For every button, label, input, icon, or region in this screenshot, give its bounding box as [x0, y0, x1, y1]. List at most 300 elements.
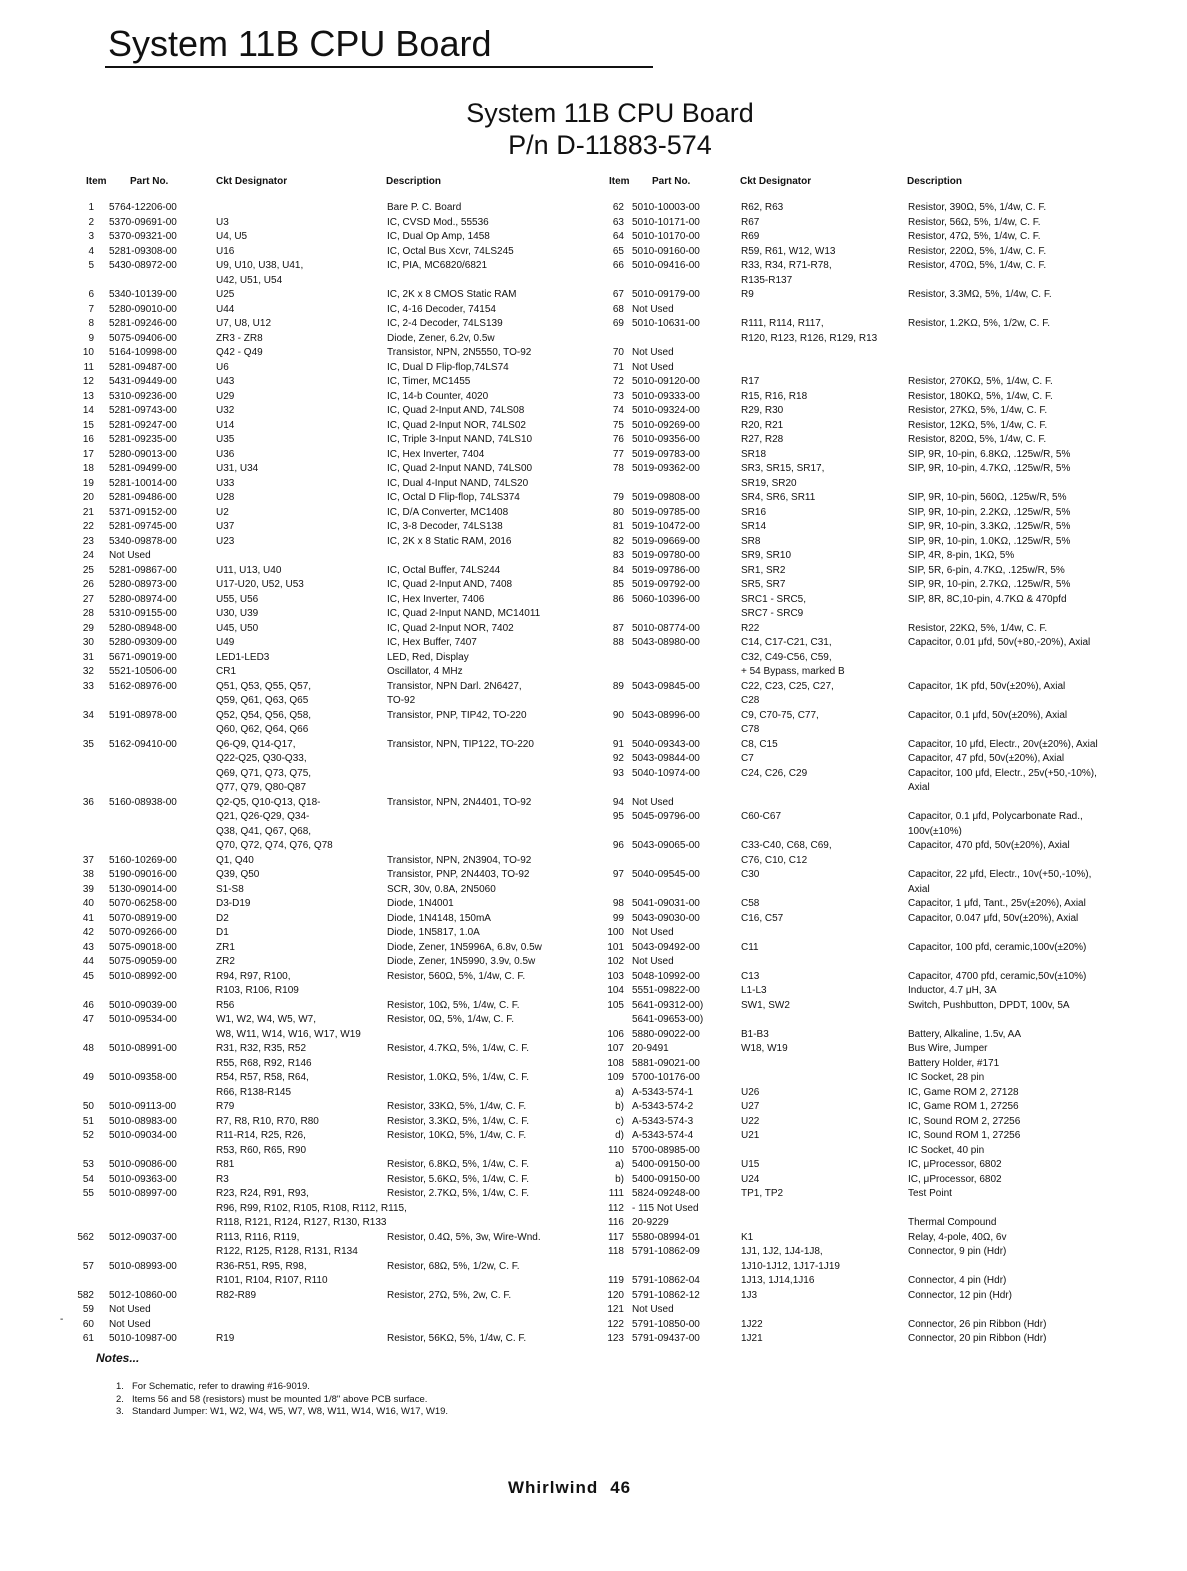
- notes-title: Notes...: [96, 1351, 140, 1365]
- desc-cell: IC, Sound ROM 1, 27256: [908, 1130, 1021, 1141]
- part-no-cell: Not Used: [109, 550, 151, 561]
- part-no-cell: 5070-08919-00: [109, 912, 177, 924]
- desc-cell: IC, Dual Op Amp, 1458: [387, 231, 490, 242]
- part-no-cell: 5040-09343-00: [632, 738, 700, 750]
- desc-cell: Diode, 1N4148, 150mA: [387, 912, 491, 924]
- desc-cell: Resistor, 220Ω, 5%, 1/4w, C. F.: [908, 245, 1047, 257]
- item-cell: 10: [82, 347, 94, 358]
- desc-cell: IC, μProcessor, 6802: [908, 1159, 1002, 1170]
- desc-cell: SIP, 4R, 8-pin, 1KΩ, 5%: [908, 550, 1015, 561]
- ckt-cell: R120, R123, R126, R129, R13: [741, 332, 878, 344]
- ckt-cell: U6: [216, 361, 229, 373]
- item-cell: 91: [612, 738, 624, 750]
- desc-cell: 100v(±10%): [908, 825, 962, 837]
- table-row: [0, 1173, 1187, 1188]
- item-cell: 108: [607, 1057, 624, 1069]
- ckt-cell: U24: [741, 1173, 760, 1185]
- ckt-cell: S1-S8: [216, 883, 244, 895]
- item-cell: d): [615, 1130, 624, 1141]
- item-cell: 23: [82, 535, 94, 547]
- item-cell: 19: [82, 477, 94, 489]
- notes-list: [116, 1381, 448, 1419]
- ckt-cell: ZR1: [216, 941, 235, 953]
- part-no-cell: 5430-08972-00: [109, 260, 177, 271]
- ckt-cell: U4, U5: [216, 231, 248, 242]
- part-no-cell: 5010-09120-00: [632, 376, 700, 387]
- item-cell: c): [615, 1115, 624, 1127]
- part-no-cell: 5280-09309-00: [109, 637, 177, 648]
- part-no-cell: 5340-10139-00: [109, 289, 177, 300]
- ckt-cell: R94, R97, R100,: [216, 970, 291, 982]
- ckt-cell: D3-D19: [216, 898, 251, 909]
- part-no-cell: 5010-08997-00: [109, 1188, 177, 1199]
- ckt-cell: C32, C49-C56, C59,: [741, 651, 832, 663]
- ckt-cell: U21: [741, 1130, 760, 1141]
- part-no-cell: 5010-09534-00: [109, 1014, 177, 1025]
- item-cell: 52: [82, 1130, 94, 1141]
- desc-cell: TO-92: [387, 695, 416, 706]
- table-row: [0, 825, 1187, 840]
- desc-cell: Connector, 26 pin Ribbon (Hdr): [908, 1318, 1047, 1330]
- header-underline: [105, 66, 653, 68]
- ckt-cell: C76, C10, C12: [741, 854, 808, 866]
- col-header-desc-right: Description: [907, 176, 963, 187]
- desc-cell: Connector, 12 pin (Hdr): [908, 1289, 1012, 1301]
- item-cell: 121: [607, 1304, 624, 1315]
- part-no-cell: 5370-09691-00: [109, 216, 177, 228]
- ckt-cell: U32: [216, 405, 235, 416]
- table-row: [0, 1013, 1187, 1028]
- desc-cell: Resistor, 3.3MΩ, 5%, 1/4w, C. F.: [908, 289, 1052, 300]
- desc-cell: SCR, 30v, 0.8A, 2N5060: [387, 883, 496, 895]
- item-cell: 34: [82, 709, 94, 721]
- part-no-cell: 5040-09545-00: [632, 869, 700, 880]
- part-no-cell: 5791-10862-12: [632, 1289, 700, 1301]
- table-row: [0, 810, 1187, 825]
- ckt-cell: U45, U50: [216, 622, 259, 634]
- ckt-cell: SR18: [741, 448, 767, 460]
- desc-cell: Resistor, 2.7KΩ, 5%, 1/4w, C. F.: [387, 1188, 529, 1199]
- desc-cell: Resistor, 390Ω, 5%, 1/4w, C. F.: [908, 202, 1047, 213]
- item-cell: 123: [607, 1333, 624, 1344]
- desc-cell: Resistor, 12KΩ, 5%, 1/4w, C. F.: [908, 419, 1048, 431]
- table-row: [0, 390, 1187, 405]
- item-cell: 112: [608, 1202, 624, 1214]
- part-no-cell: 5010-08774-00: [632, 622, 700, 634]
- ckt-cell: U43: [216, 376, 235, 387]
- parts-table-right: [0, 201, 1187, 1347]
- ckt-cell: Q51, Q53, Q55, Q57,: [216, 680, 312, 692]
- item-cell: 8: [88, 318, 94, 329]
- item-cell: 107: [607, 1043, 624, 1054]
- ckt-cell: W18, W19: [741, 1043, 788, 1054]
- ckt-cell: C24, C26, C29: [741, 767, 808, 779]
- ckt-cell: U27: [741, 1101, 760, 1112]
- table-row: [0, 607, 1187, 622]
- ckt-cell: U17-U20, U52, U53: [216, 579, 304, 590]
- item-cell: 14: [82, 405, 94, 416]
- table-row: [0, 274, 1187, 289]
- ckt-cell: Q69, Q71, Q73, Q75,: [216, 767, 312, 779]
- ckt-cell: SR16: [741, 506, 767, 518]
- table-row: [0, 520, 1187, 535]
- part-no-cell: 5019-09362-00: [632, 463, 700, 474]
- footer-name: Whirlwind: [508, 1478, 599, 1497]
- part-no-cell: 5019-09808-00: [632, 492, 700, 503]
- desc-cell: IC, 2-4 Decoder, 74LS139: [387, 318, 503, 329]
- desc-cell: Axial: [908, 782, 930, 793]
- desc-cell: SIP, 9R, 10-pin, 3.3KΩ, .125w/R, 5%: [908, 521, 1071, 532]
- desc-cell: IC, Quad 2-Input AND, 7408: [387, 579, 513, 590]
- part-no-cell: 5310-09155-00: [109, 608, 177, 619]
- ckt-cell: R135-R137: [741, 274, 793, 286]
- part-no-cell: 5043-08996-00: [632, 709, 700, 721]
- ckt-cell: SR19, SR20: [741, 477, 797, 489]
- ckt-cell: R62, R63: [741, 202, 784, 213]
- desc-cell: Relay, 4-pole, 40Ω, 6v: [908, 1231, 1007, 1243]
- ckt-cell: U35: [216, 434, 235, 445]
- part-no-cell: 5010-09179-00: [632, 289, 700, 300]
- item-cell: 26: [82, 579, 94, 590]
- item-cell: 119: [608, 1275, 624, 1286]
- ckt-cell: 1J13, 1J14,1J16: [741, 1275, 815, 1286]
- table-row: [0, 317, 1187, 332]
- ckt-cell: U11, U13, U40: [216, 564, 282, 576]
- ckt-cell: U22: [741, 1115, 760, 1127]
- table-row: [0, 636, 1187, 651]
- desc-cell: Resistor, 1.0KΩ, 5%, 1/4w, C. F.: [387, 1072, 529, 1083]
- item-cell: 68: [612, 303, 624, 315]
- item-cell: 109: [607, 1072, 624, 1083]
- item-cell: 17: [82, 448, 94, 460]
- item-cell: 4: [88, 245, 94, 257]
- item-cell: 63: [612, 216, 624, 228]
- table-row: [0, 549, 1187, 564]
- desc-cell: Capacitor, 470 pfd, 50v(±20%), Axial: [908, 840, 1070, 851]
- table-row: [0, 1115, 1187, 1130]
- ckt-cell: D1: [216, 927, 229, 938]
- part-no-cell: 5043-09492-00: [632, 941, 700, 953]
- desc-cell: Capacitor, 4700 pfd, ceramic,50v(±10%): [908, 970, 1087, 982]
- part-no-cell: 5280-08974-00: [109, 593, 177, 605]
- part-no-cell: 5191-08978-00: [109, 709, 177, 721]
- desc-cell: Transistor, NPN, 2N5550, TO-92: [387, 347, 532, 358]
- part-no-cell: 5010-09034-00: [109, 1130, 177, 1141]
- table-row: [0, 955, 1187, 970]
- ckt-cell: U44: [216, 303, 235, 315]
- item-cell: 38: [82, 869, 94, 880]
- note-item: 3. Standard Jumper: W1, W2, W4, W5, W7, W8, W11, W14, W16, W17, W19.: [116, 1406, 449, 1417]
- part-no-cell: 5700-08985-00: [632, 1144, 700, 1156]
- ckt-cell: U42, U51, U54: [216, 274, 283, 286]
- desc-cell: Resistor, 27KΩ, 5%, 1/4w, C. F.: [908, 405, 1048, 416]
- item-cell: 96: [612, 840, 624, 851]
- part-no-cell: Not Used: [632, 796, 674, 808]
- desc-cell: Battery, Alkaline, 1.5v, AA: [908, 1028, 1022, 1040]
- ckt-cell: C58: [741, 898, 760, 909]
- table-row: [0, 680, 1187, 695]
- table-row: [0, 1086, 1187, 1101]
- desc-cell: SIP, 9R, 10-pin, 1.0KΩ, .125w/R, 5%: [908, 535, 1071, 547]
- desc-cell: Capacitor, 47 pfd, 50v(±20%), Axial: [908, 753, 1065, 764]
- ckt-cell: U16: [216, 245, 235, 257]
- part-no-cell: 5281-09308-00: [109, 245, 177, 257]
- ckt-cell: 1J10-1J12, 1J17-1J19: [741, 1260, 840, 1272]
- part-no-cell: 5641-09653-00): [632, 1014, 704, 1025]
- part-no-cell: 5075-09406-00: [109, 332, 177, 344]
- desc-cell: Axial: [908, 883, 930, 895]
- item-cell: 105: [607, 999, 624, 1011]
- part-no-cell: 5162-09410-00: [109, 738, 177, 750]
- col-header-part-no: Part No.: [130, 176, 169, 187]
- table-row: [0, 752, 1187, 767]
- part-no-cell: 5791-10862-04: [632, 1275, 700, 1286]
- ckt-cell: Q52, Q54, Q56, Q58,: [216, 709, 312, 721]
- ckt-cell: C33-C40, C68, C69,: [741, 840, 832, 851]
- part-number-title: P/n D-11883-574: [508, 130, 712, 160]
- item-cell: 16: [82, 434, 94, 445]
- item-cell: 582: [77, 1289, 94, 1301]
- part-no-cell: 5075-09059-00: [109, 956, 177, 967]
- table-row: [0, 970, 1187, 985]
- ckt-cell: R20, R21: [741, 419, 784, 431]
- ckt-cell: R7, R8, R10, R70, R80: [216, 1115, 319, 1127]
- item-cell: 35: [82, 738, 94, 750]
- ckt-cell: U15: [741, 1159, 760, 1170]
- part-no-cell: Not Used: [632, 303, 674, 315]
- item-cell: 57: [82, 1260, 94, 1272]
- part-no-cell: 5070-06258-00: [109, 898, 177, 909]
- item-cell: 95: [612, 811, 624, 822]
- desc-cell: Connector, 4 pin (Hdr): [908, 1275, 1007, 1286]
- ckt-cell: Q38, Q41, Q67, Q68,: [216, 825, 312, 837]
- ckt-cell: Q39, Q50: [216, 869, 260, 880]
- ckt-cell: Q77, Q79, Q80-Q87: [216, 782, 307, 793]
- ckt-cell: R81: [216, 1159, 235, 1170]
- ckt-cell: SR4, SR6, SR11: [741, 492, 816, 503]
- desc-cell: Connector, 9 pin (Hdr): [908, 1246, 1007, 1257]
- part-no-cell: Not Used: [632, 927, 674, 938]
- desc-cell: IC, Sound ROM 2, 27256: [908, 1115, 1021, 1127]
- part-no-cell: 5281-10014-00: [109, 477, 177, 489]
- part-no-cell: 5040-10974-00: [632, 767, 700, 779]
- part-no-cell: 5580-08994-01: [632, 1231, 700, 1243]
- part-no-cell: 5881-09021-00: [632, 1057, 700, 1069]
- desc-cell: Thermal Compound: [908, 1217, 997, 1228]
- table-row: [0, 245, 1187, 260]
- item-cell: 72: [612, 376, 624, 387]
- table-row: [0, 738, 1187, 753]
- item-cell: 101: [607, 941, 624, 953]
- note-text: Items 56 and 58 (resistors) must be mounted 1/8" above PCB surface.: [132, 1393, 428, 1405]
- desc-cell: Diode, 1N5817, 1.0A: [387, 927, 480, 938]
- desc-cell: Transistor, PNP, 2N4403, TO-92: [387, 869, 530, 880]
- item-cell: 562: [77, 1231, 94, 1243]
- table-row: [0, 303, 1187, 318]
- part-no-cell: 5010-10987-00: [109, 1333, 177, 1344]
- part-no-cell: 5045-09796-00: [632, 811, 700, 822]
- item-cell: 30: [82, 637, 94, 648]
- desc-cell: Resistor, 10Ω, 5%, 1/4w, C. F.: [387, 999, 520, 1011]
- ckt-cell: K1: [741, 1231, 754, 1243]
- table-row: [0, 883, 1187, 898]
- table-row: [0, 593, 1187, 608]
- desc-cell: Transistor, PNP, TIP42, TO-220: [387, 709, 527, 721]
- item-cell: 33: [82, 680, 94, 692]
- ckt-cell: C16, C57: [741, 912, 784, 924]
- ckt-cell: R9: [741, 289, 754, 300]
- table-row: [0, 506, 1187, 521]
- ckt-cell: L1-L3: [741, 985, 767, 996]
- desc-cell: Resistor, 560Ω, 5%, 1/4w, C. F.: [387, 970, 526, 982]
- part-no-cell: 5190-09016-00: [109, 869, 177, 880]
- ckt-cell: Q22-Q25, Q30-Q33,: [216, 753, 307, 764]
- ckt-cell: B1-B3: [741, 1028, 769, 1040]
- ckt-cell: R27, R28: [741, 434, 784, 445]
- ckt-cell: Q1, Q40: [216, 854, 254, 866]
- note-text: Standard Jumper: W1, W2, W4, W5, W7, W8, W11, W14, W16, W17, W19.: [132, 1406, 449, 1417]
- table-row: [0, 419, 1187, 434]
- note-item: 1. For Schematic, refer to drawing #16-9019.: [116, 1381, 310, 1392]
- item-cell: 62: [612, 202, 624, 213]
- ckt-cell: R54, R57, R58, R64,: [216, 1072, 309, 1083]
- table-row: [0, 216, 1187, 231]
- table-row: [0, 1289, 1187, 1304]
- item-cell: 66: [612, 260, 624, 271]
- ckt-cell: Q2-Q5, Q10-Q13, Q18-: [216, 796, 321, 808]
- ckt-cell: R11-R14, R25, R26,: [216, 1130, 306, 1141]
- desc-cell: IC, μProcessor, 6802: [908, 1173, 1002, 1185]
- desc-cell: Inductor, 4.7 μH, 3A: [908, 985, 997, 996]
- item-cell: 75: [612, 419, 624, 431]
- table-row: [0, 578, 1187, 593]
- ckt-cell: LED1-LED3: [216, 651, 270, 663]
- desc-cell: IC, Game ROM 2, 27128: [908, 1086, 1019, 1098]
- part-no-cell: 5043-09844-00: [632, 753, 700, 764]
- part-no-cell: Not Used: [632, 956, 674, 967]
- desc-cell: IC, Timer, MC1455: [387, 376, 471, 387]
- desc-cell: Resistor, 0.4Ω, 5%, 3w, Wire-Wnd.: [387, 1231, 541, 1243]
- part-no-cell: Not Used: [109, 1304, 151, 1315]
- ckt-cell: C30: [741, 869, 760, 880]
- item-cell: 3: [88, 231, 94, 242]
- part-no-cell: Not Used: [632, 361, 674, 373]
- ckt-cell: U33: [216, 477, 235, 489]
- item-cell: 9: [88, 332, 94, 344]
- item-cell: 120: [607, 1289, 624, 1301]
- part-no-cell: 5280-08948-00: [109, 622, 177, 634]
- desc-cell: Capacitor, 1 μfd, Tant., 25v(±20%), Axial: [908, 898, 1086, 909]
- item-cell: 106: [607, 1028, 624, 1040]
- ckt-cell: U36: [216, 448, 235, 460]
- part-no-cell: 5310-09236-00: [109, 390, 177, 402]
- item-cell: 78: [612, 463, 624, 474]
- part-no-cell: 5281-09247-00: [109, 419, 177, 431]
- desc-cell: Resistor, 5.6KΩ, 5%, 1/4w, C. F.: [387, 1173, 529, 1185]
- desc-cell: Resistor, 27Ω, 5%, 2w, C. F.: [387, 1289, 512, 1301]
- table-row: [0, 1216, 1187, 1231]
- item-cell: 93: [612, 767, 624, 779]
- item-cell: 103: [607, 970, 624, 982]
- item-cell: 1: [88, 202, 94, 213]
- table-row: [0, 781, 1187, 796]
- part-no-cell: 5370-09321-00: [109, 231, 177, 242]
- ckt-cell: R31, R32, R35, R52: [216, 1043, 307, 1054]
- part-no-cell: 20-9491: [632, 1043, 669, 1054]
- table-row: [0, 477, 1187, 492]
- ckt-cell: U31, U34: [216, 463, 259, 474]
- part-no-cell: 5160-10269-00: [109, 854, 177, 866]
- item-cell: 51: [82, 1115, 94, 1127]
- note-item: 2. Items 56 and 58 (resistors) must be mounted 1/8" above PCB surface.: [116, 1393, 428, 1405]
- part-no-cell: 5019-10472-00: [632, 521, 700, 532]
- ckt-cell: C8, C15: [741, 738, 778, 750]
- desc-cell: IC, Quad 2-Input NAND, MC14011: [387, 608, 541, 619]
- ckt-cell: R118, R121, R124, R127, R130, R133: [216, 1217, 387, 1228]
- ckt-cell: R79: [216, 1101, 235, 1112]
- table-row: [0, 1129, 1187, 1144]
- desc-cell: IC, D/A Converter, MC1408: [387, 506, 509, 518]
- item-cell: 110: [608, 1144, 624, 1156]
- desc-cell: IC, Quad 2-Input AND, 74LS08: [387, 405, 525, 416]
- desc-cell: Test Point: [908, 1188, 952, 1199]
- ckt-cell: R56: [216, 999, 235, 1011]
- ckt-cell: R15, R16, R18: [741, 390, 808, 402]
- part-no-cell: 5521-10506-00: [109, 666, 177, 677]
- part-no-cell: 5280-08973-00: [109, 579, 177, 590]
- ckt-cell: D2: [216, 912, 229, 924]
- ckt-cell: + 54 Bypass, marked B: [741, 666, 845, 677]
- ckt-cell: R101, R104, R107, R110: [216, 1275, 328, 1286]
- ckt-cell: U30, U39: [216, 608, 259, 619]
- item-cell: 100: [607, 927, 624, 938]
- item-cell: 116: [608, 1217, 624, 1228]
- desc-cell: Diode, 1N4001: [387, 898, 454, 909]
- desc-cell: IC, Triple 3-Input NAND, 74LS10: [387, 434, 533, 445]
- item-cell: 97: [612, 869, 624, 880]
- ckt-cell: C11: [741, 941, 759, 953]
- ckt-cell: Q70, Q72, Q74, Q76, Q78: [216, 840, 333, 851]
- desc-cell: Diode, Zener, 6.2v, 0.5w: [387, 332, 495, 344]
- item-cell: 41: [82, 912, 94, 924]
- desc-cell: SIP, 9R, 10-pin, 4.7KΩ, .125w/R, 5%: [908, 463, 1071, 474]
- table-row: [0, 361, 1187, 376]
- item-cell: 79: [612, 492, 624, 503]
- ckt-cell: SR3, SR15, SR17,: [741, 463, 825, 474]
- table-row: [0, 1158, 1187, 1173]
- table-row: [0, 375, 1187, 390]
- item-cell: 117: [608, 1231, 624, 1243]
- desc-cell: Resistor, 1.2KΩ, 5%, 1/2w, C. F.: [908, 318, 1050, 329]
- item-cell: 29: [82, 622, 94, 634]
- part-no-cell: 5010-09356-00: [632, 434, 700, 445]
- item-cell: 46: [82, 999, 94, 1011]
- desc-cell: IC, Octal Bus Xcvr, 74LS245: [387, 245, 514, 257]
- desc-cell: Oscillator, 4 MHz: [387, 666, 463, 677]
- page-footer: [508, 1478, 631, 1498]
- part-no-cell: 5281-09235-00: [109, 434, 177, 445]
- part-no-cell: 5764-12206-00: [109, 202, 177, 213]
- item-cell: 7: [88, 303, 94, 315]
- item-cell: 15: [82, 419, 94, 431]
- part-no-cell: 5281-09867-00: [109, 564, 177, 576]
- ckt-cell: R36-R51, R95, R98,: [216, 1260, 307, 1272]
- document-title: System 11B CPU Board: [466, 98, 754, 128]
- ckt-cell: C14, C17-C21, C31,: [741, 637, 832, 648]
- page-header-title: System 11B CPU Board: [108, 23, 492, 64]
- table-row: [0, 1318, 1187, 1333]
- desc-cell: IC, 2K x 8 CMOS Static RAM: [387, 289, 517, 300]
